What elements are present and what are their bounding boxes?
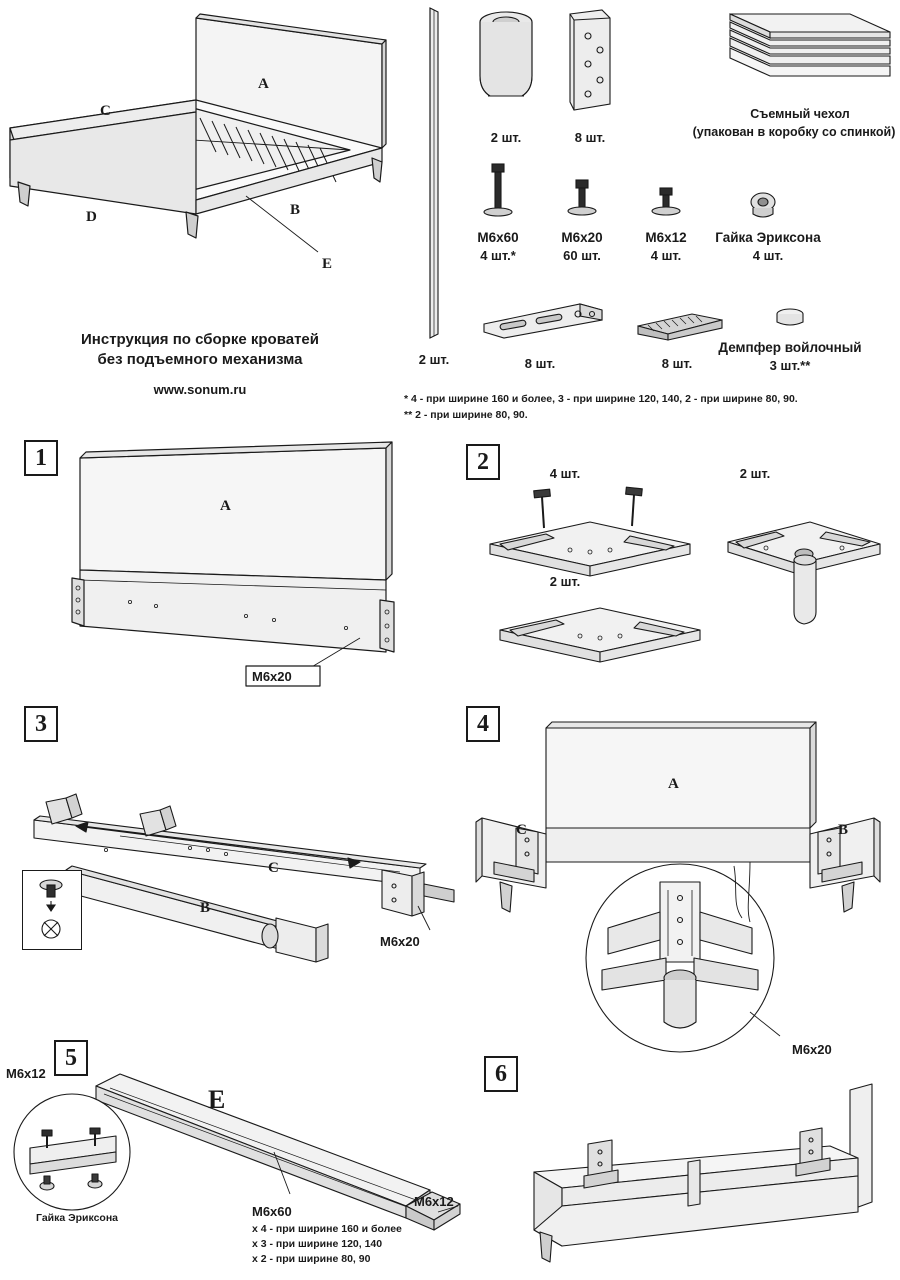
bed-overview-illustration [0,0,400,310]
title-line-2: без подъемного механизма [97,351,303,369]
website-url: www.sonum.ru [153,382,247,397]
bolt-m6x60-label: M6x60 [477,230,519,245]
slat-rail-qty: 2 шт. [418,352,450,367]
step-4-illustration [450,712,900,1062]
nut-erikson-icon [738,190,788,226]
svg-text:C: C [516,822,527,838]
step-2-qty-3: 2 шт. [549,574,581,589]
step-2-number: 2 [466,444,500,480]
svg-text:A: A [220,498,231,514]
step-1-illustration [60,430,450,710]
step-1-number: 1 [24,440,58,476]
svg-text:C: C [100,103,111,119]
cover-icon [700,6,900,112]
parts-list [404,0,900,420]
step-4-number: 4 [466,706,500,742]
step-5-number: 5 [54,1040,88,1076]
step-5-note-2: x 3 - при ширине 120, 140 [252,1238,383,1251]
flat-bracket-icon [470,290,610,344]
step-3-illustration [20,740,460,990]
felt-damper-qty: 3 шт.** [769,358,811,373]
step-3-hint-box [22,870,82,950]
svg-text:B: B [200,900,211,916]
svg-text:B: B [838,822,849,838]
bolt-m6x60-qty: 4 шт.* [480,248,516,263]
leg-cylinder-icon [466,4,546,116]
pad-block-qty: 8 шт. [661,356,693,371]
bolt-m6x20-label: M6x20 [561,230,603,245]
step-6-number: 6 [484,1056,518,1092]
bolt-m6x20-icon [554,176,610,224]
step-5-detail-circle [6,1090,146,1220]
step-5-note-3: x 2 - при ширине 80, 90 [252,1253,371,1266]
bolt-m6x20-qty: 60 шт. [563,248,601,263]
step-3-number: 3 [24,706,58,742]
title-line-1: Инструкция по сборке кроватей [81,331,319,348]
leg-cylinder-qty: 2 шт. [490,130,522,145]
bolt-m6x12-label: M6x12 [645,230,687,245]
footnote-1: * 4 - при ширине 160 и более, 3 - при ширине 120, 140, 2 - при ширине 80, 90. [404,393,798,405]
svg-text:A: A [668,776,679,792]
svg-text:M6x20: M6x20 [252,669,292,684]
footnote-2: ** 2 - при ширине 80, 90. [404,409,528,421]
svg-text:E: E [208,1085,226,1114]
step-5-callout-m6x60: M6x60 [252,1204,292,1219]
step-5-callout-m6x12-right: M6x12 [414,1194,454,1209]
felt-damper-icon [760,300,820,336]
svg-text:E: E [322,256,333,272]
flat-bracket-qty: 8 шт. [524,356,556,371]
bolt-m6x60-icon [470,160,526,222]
step-5-note-1: x 4 - при ширине 160 и более [252,1223,402,1235]
step-5-callout-nut: Гайка Эриксона [36,1212,119,1224]
corner-bracket-qty: 8 шт. [574,130,606,145]
svg-text:A: A [258,76,269,92]
svg-text:B: B [290,202,301,218]
step-4-callout-m6x20: M6x20 [792,1042,832,1057]
step-2-qty-1: 4 шт. [549,466,581,481]
step-3-callout-m6x20: M6x20 [380,934,420,949]
svg-text:C: C [268,860,279,876]
nut-erikson-qty: 4 шт. [752,248,784,263]
nut-erikson-label: Гайка Эриксона [715,230,821,245]
slat-rail-icon [418,4,448,344]
svg-text:D: D [86,209,97,225]
corner-bracket-icon [552,6,628,116]
step-2-qty-2: 2 шт. [739,466,771,481]
step-5-notes [252,1222,482,1268]
step-6-illustration [500,1080,900,1276]
bolt-m6x12-icon [638,184,694,224]
cover-note: (упакован в коробку со спинкой) [692,125,896,139]
bolt-m6x12-qty: 4 шт. [650,248,682,263]
felt-damper-label: Демпфер войлочный [718,340,862,355]
step-5-callout-m6x12-top: M6x12 [6,1066,46,1081]
document-title [40,330,360,371]
cover-label: Съемный чехол [750,107,850,121]
